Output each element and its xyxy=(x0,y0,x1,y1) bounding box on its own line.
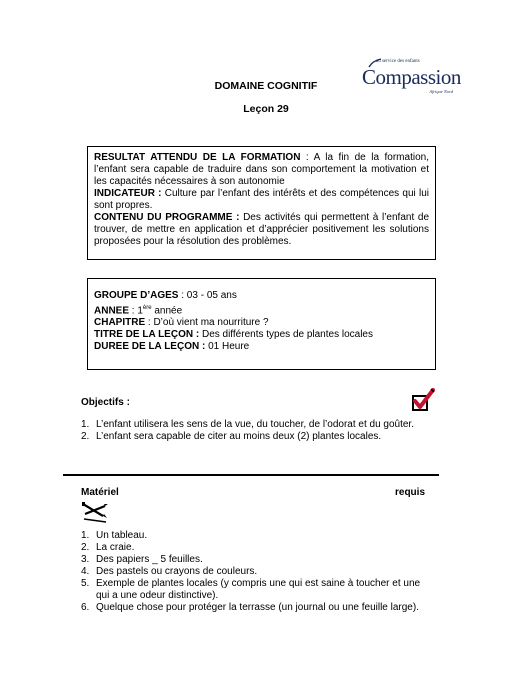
contenu-paragraph xyxy=(94,212,429,248)
list-item xyxy=(81,602,433,614)
chapitre-text: : D’où vient ma nourriture ? xyxy=(145,317,269,329)
domain-title: DOMAINE COGNITIF xyxy=(214,80,318,92)
titre-text: Des différents types de plantes locales xyxy=(199,329,373,341)
chapitre-line xyxy=(94,317,429,329)
formation-box xyxy=(87,146,436,260)
list-item xyxy=(81,542,433,554)
pencils-icon xyxy=(81,500,109,524)
item-text: L’enfant sera capable de citer au moins deux (2) plantes locales. xyxy=(96,431,382,442)
item-number: 2. xyxy=(81,431,90,442)
duree-text: 01 Heure xyxy=(205,341,250,353)
item-text: Des pastels ou crayons de couleurs. xyxy=(96,566,258,577)
logo-name: Compassion xyxy=(362,65,461,89)
item-text: Un tableau. xyxy=(96,530,148,541)
list-item xyxy=(81,530,433,542)
annee-line xyxy=(94,302,429,317)
checked-box-icon xyxy=(411,388,435,412)
resultat-paragraph xyxy=(94,152,429,188)
item-number: 5. xyxy=(81,578,90,589)
groupe-label: GROUPE D’AGES xyxy=(94,290,179,301)
section-divider xyxy=(63,474,439,476)
lesson-title: Leçon 29 xyxy=(243,103,289,115)
materiel-requis: requis xyxy=(395,487,426,498)
item-text: Quelque chose pour protéger la terrasse (un journal ou une feuille large). xyxy=(96,602,419,613)
annee-text-a: : 1 xyxy=(129,305,143,317)
indicateur-paragraph xyxy=(94,188,429,212)
item-number: 2. xyxy=(81,542,90,553)
logo-tagline: au service des enfants xyxy=(376,59,420,64)
titre-line xyxy=(94,329,429,341)
item-number: 6. xyxy=(81,602,90,613)
item-number: 3. xyxy=(81,554,90,565)
chapitre-label: CHAPITRE xyxy=(94,317,146,329)
item-number: 1. xyxy=(81,419,90,430)
item-text: La craie. xyxy=(96,542,135,553)
contenu-text: Des activités qui permettent à l’enfant de trouver, de mettre en application et d’apprécier positivement les solutions proposées pour la résolution des problèmes. xyxy=(94,212,430,247)
item-number: 1. xyxy=(81,530,90,541)
indicateur-text: Culture par l’enfant des intérêts et des compétences qui lui sont propres. xyxy=(94,188,429,211)
lesson-info-box xyxy=(87,278,436,370)
duree-line xyxy=(94,341,429,353)
contenu-label: CONTENU DU PROGRAMME : xyxy=(94,212,240,223)
resultat-text: : A la fin de la formation, l’enfant sera capable de traduire dans son comportement la motivation et les capacités nécessaires à son autonomie xyxy=(94,152,429,187)
list-item xyxy=(81,419,421,431)
item-text: Exemple de plantes locales (y compris une qui est saine à toucher et une qui a une odeur distinctive). xyxy=(96,578,421,601)
annee-label: ANNEE xyxy=(94,305,130,317)
groupe-line xyxy=(94,290,429,302)
list-item xyxy=(81,431,421,443)
objectifs-list xyxy=(81,419,421,443)
duree-label: DUREE DE LA LEÇON : xyxy=(94,341,206,353)
logo-sub: Afrique Nord xyxy=(429,89,453,94)
list-item xyxy=(81,566,433,578)
item-number: 4. xyxy=(81,566,90,577)
objectifs-title: Objectifs : xyxy=(81,397,130,408)
groupe-text: : 03 - 05 ans xyxy=(178,290,237,301)
annee-text-b: année xyxy=(151,305,183,317)
annee-sup: ère xyxy=(142,305,152,311)
titre-label: TITRE DE LA LEÇON : xyxy=(94,329,200,341)
list-item xyxy=(81,554,433,566)
indicateur-label: INDICATEUR : xyxy=(94,188,162,199)
resultat-label: RESULTAT ATTENDU DE LA FORMATION xyxy=(94,152,301,163)
item-text: Des papiers _ 5 feuilles. xyxy=(96,554,203,565)
materiel-title: Matériel xyxy=(81,487,119,498)
materiel-list xyxy=(81,530,433,614)
list-item xyxy=(81,578,433,602)
item-text: L’enfant utilisera les sens de la vue, du toucher, de l’odorat et du goûter. xyxy=(96,419,414,430)
